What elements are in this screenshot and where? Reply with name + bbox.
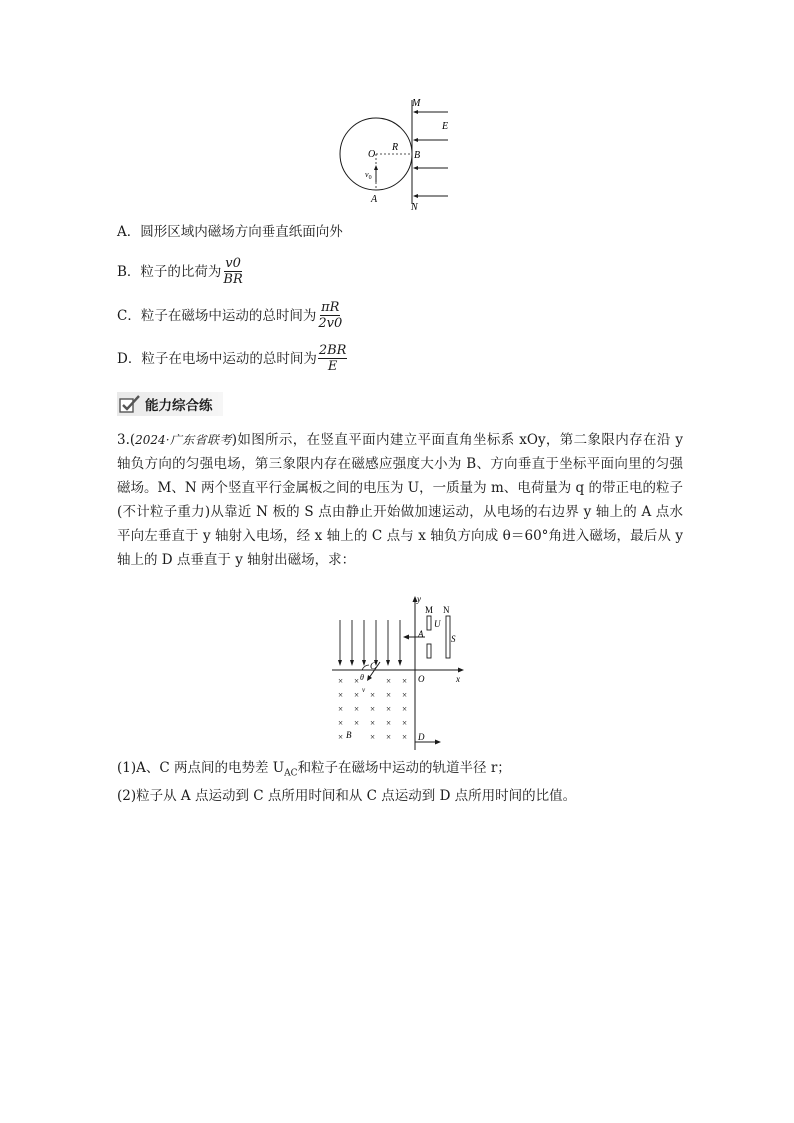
field-cross: × (402, 676, 408, 686)
question-1-text: (1)A、C 两点间的电势差 U (117, 760, 285, 776)
a-entry-arrow (403, 635, 409, 640)
section-header (117, 392, 223, 416)
field-cross: × (402, 704, 408, 714)
field-cross: × (354, 718, 360, 728)
label-o: O (418, 674, 425, 684)
field-cross: × (338, 676, 344, 686)
field-cross: × (386, 732, 392, 742)
option-c (117, 300, 343, 331)
figure-circle-svg (330, 92, 470, 212)
figure-coordinate-svg (322, 592, 472, 752)
label-n: N (443, 605, 450, 615)
question-1-subscript: AC (284, 768, 298, 779)
field-cross: × (370, 732, 376, 742)
label-s: S (451, 634, 456, 644)
field-cross: × (354, 676, 360, 686)
field-cross: × (386, 704, 392, 714)
label-theta: θ (360, 673, 364, 682)
option-a-text: 圆形区域内磁场方向垂直纸面向外 (140, 224, 343, 240)
electric-field-lines (338, 620, 402, 666)
option-b-fraction (222, 256, 243, 287)
label-b: B (414, 150, 421, 161)
field-cross: × (402, 690, 408, 700)
field-cross: × (354, 704, 360, 714)
field-cross: × (370, 704, 376, 714)
option-d-fraction (318, 343, 348, 374)
field-cross: × (338, 718, 344, 728)
label-r: R (392, 142, 399, 153)
option-b (117, 256, 244, 287)
option-c-letter: C． (117, 307, 141, 324)
field-cross: × (370, 718, 376, 728)
velocity-at-c-arrow (367, 675, 372, 681)
problem-3 (117, 428, 683, 572)
label-c: C (370, 661, 377, 671)
field-cross: × (338, 732, 344, 742)
plate-n (446, 616, 450, 658)
problem-body: )如图所示，在竖直平面内建立平面直角坐标系 xOy，第二象限内存在沿 y 轴负方向的匀强电场，第三象限内存在磁感应强度大小为 B、方向垂直于坐标平面向里的匀强磁场。M、N 两个竖直平行金属板之间的电压为 U，一质量为 m、电荷量为 q 的带正电的粒子(不计粒子重力)从靠近 N 板的 S 点由静止开始做加速运动，从电场的右边界 y 轴上的 A 点水平向左垂直于 y 轴射入电场，经 x 轴上的 C 点与 x 轴负方向成 θ＝60°角进入磁场，最后从 y 轴上的 D 点垂直于 y 轴射出磁场，求： (117, 432, 683, 568)
option-d-text: 粒子在电场中运动的总时间为 (141, 350, 317, 367)
field-cross: × (338, 704, 344, 714)
problem-3-text (117, 428, 683, 572)
label-v0: $v_0$ (365, 170, 372, 181)
section-header-box (117, 392, 223, 416)
field-cross: × (402, 718, 408, 728)
label-v: v (362, 686, 366, 694)
label-a: A (371, 194, 378, 205)
label-u: U (434, 619, 441, 629)
option-d-denominator: E (327, 359, 338, 374)
option-a-letter: A． (117, 224, 141, 240)
x-axis-arrow (458, 668, 464, 673)
option-b-numerator: v0 (225, 256, 241, 271)
plate-m-upper (427, 616, 431, 630)
label-x: x (456, 674, 460, 684)
option-d-numerator: 2BR (318, 343, 347, 358)
field-cross: × (386, 718, 392, 728)
question-2-text: (2)粒子从 A 点运动到 C 点所用时间和从 C 点运动到 D 点所用时间的比值。 (117, 788, 577, 804)
field-cross: × (402, 732, 408, 742)
field-cross: × (370, 690, 376, 700)
label-m: M (425, 605, 434, 615)
check-box-icon (119, 395, 141, 413)
option-c-text: 粒子在磁场中运动的总时间为 (140, 307, 317, 324)
option-b-denominator: BR (223, 272, 243, 287)
question-1-text-end: 和粒子在磁场中运动的轨道半径 r； (297, 760, 511, 776)
question-1 (117, 758, 511, 784)
option-d-letter: D． (117, 350, 142, 367)
theta-arc (362, 665, 369, 670)
label-o: O (368, 149, 376, 160)
field-cross: × (386, 690, 392, 700)
figure-coordinate-system (322, 592, 472, 752)
figure-circle-field (330, 92, 470, 212)
label-d: D (418, 732, 425, 742)
option-c-numerator: πR (321, 300, 340, 315)
field-cross: × (354, 690, 360, 700)
field-cross: × (338, 690, 344, 700)
problem-source: 2024·广东省联考 (135, 433, 232, 447)
label-a: A (418, 629, 424, 639)
option-d (117, 343, 347, 374)
option-b-letter: B． (117, 263, 141, 280)
velocity-arrow-head (374, 165, 378, 170)
option-c-denominator: 2v0 (318, 316, 343, 331)
problem-number: 3.( (117, 432, 136, 448)
question-2 (117, 786, 576, 806)
d-exit-arrow (435, 740, 441, 745)
label-b: B (346, 730, 352, 740)
label-n: N (411, 202, 418, 212)
label-y: y (417, 594, 421, 604)
option-c-fraction (317, 300, 343, 331)
label-e: E (442, 121, 449, 132)
option-a (117, 222, 343, 242)
field-cross: × (386, 676, 392, 686)
section-title: 能力综合练 (145, 398, 213, 414)
option-b-text: 粒子的比荷为 (140, 263, 222, 280)
plate-m-lower (427, 644, 431, 658)
label-m: M (412, 98, 421, 109)
